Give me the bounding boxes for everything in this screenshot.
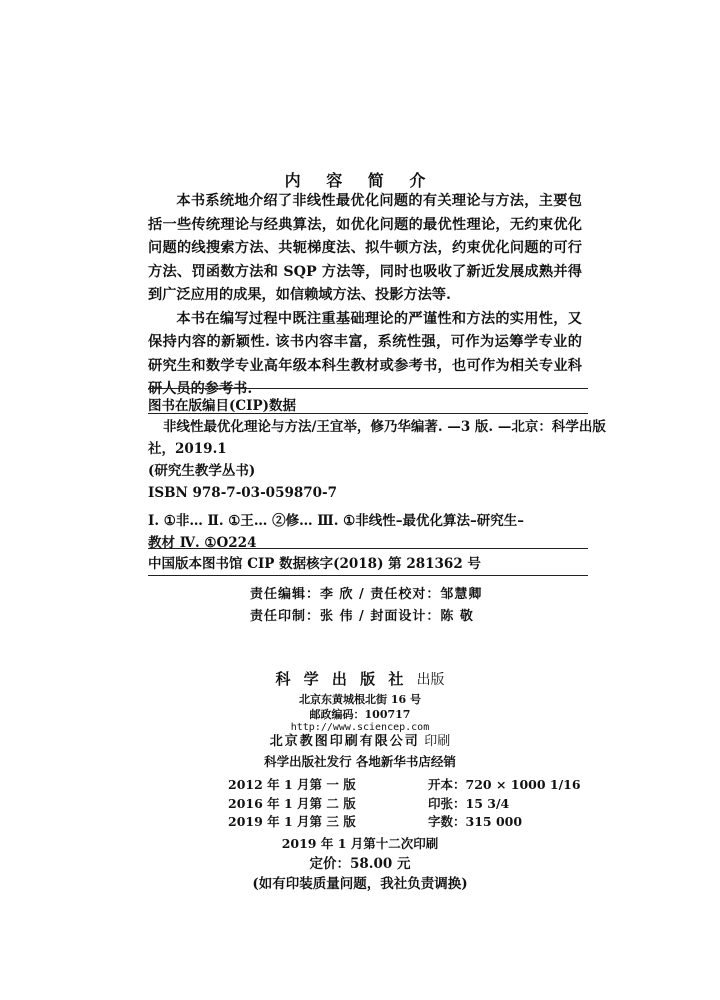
publisher-suffix: 出版 (416, 672, 445, 688)
publisher-postcode: 邮政编码：100717 (309, 708, 411, 721)
cip-block (148, 413, 606, 554)
edition-info: 字数：315 000 (428, 814, 523, 829)
cip-divider (148, 548, 588, 549)
quality-notice: (如有印装质量问题，我社负责调换) (252, 876, 468, 892)
editor-credits (250, 584, 590, 628)
edition-row (228, 795, 581, 814)
publisher-name-line (0, 668, 720, 689)
publisher-url: http://www.sciencep.com (290, 722, 430, 733)
edition-row (228, 813, 581, 832)
cip-isbn: ISBN 978-7-03-059870-7 (148, 485, 338, 501)
printer-block (0, 732, 720, 772)
cip-classification-cont: 教材 Ⅳ. ①O224 (148, 535, 257, 551)
edition-info: 开本：720 × 1000 1/16 (428, 777, 581, 792)
edition-table (228, 776, 581, 832)
printing-line: 2019 年 1 月第十二次印刷 (281, 836, 439, 851)
cip-heading: 图书在版编目(CIP)数据 (148, 388, 588, 414)
editor-line-1: 责任编辑：李 欣 / 责任校对：邹慧卿 (250, 587, 483, 602)
printer-suffix: 印刷 (424, 734, 451, 749)
abstract-paragraph-1: 本书系统地介绍了非线性最优化问题的有关理论与方法，主要包括一些传统理论与经典算法，如优化问题的最优性理论，无约束优化问题的线搜索方法、共轭梯度法、拟牛顿方法，约束优化问题的可行方法、罚函数方法和 SQP 方法等，同时也吸收了新近发展成熟并得到广泛应用的成果，如信赖域方法、投影方法等. (148, 193, 582, 303)
publisher-name: 科 学 出 版 社 (275, 670, 408, 688)
distribution-line: 科学出版社发行 各地新华书店经销 (264, 754, 456, 769)
printer-name: 北京教图印刷有限公司 (269, 734, 420, 749)
publisher-address: 北京东黄城根北街 16 号 (299, 693, 421, 706)
abstract-text (148, 190, 582, 402)
cip-record: 中国版本图书馆 CIP 数据核字(2018) 第 281362 号 (148, 556, 481, 572)
publisher-block (0, 668, 720, 733)
editor-line-2: 责任印制：张 伟 / 封面设计：陈 敬 (250, 609, 474, 624)
cip-classification: Ⅰ. ①非… Ⅱ. ①王… ②修… Ⅲ. ①非线性–最优化算法–研究生– (148, 513, 524, 529)
page-title: 内 容 简 介 (284, 171, 436, 190)
cip-title-line: 非线性最优化理论与方法/王宜举，修乃华编著. —3 版. —北京：科学出版 (163, 419, 606, 435)
abstract-paragraph-2: 本书在编写过程中既注重基础理论的严谨性和方法的实用性，又保持内容的新颖性. 该书内容丰富，系统性强，可作为运筹学专业的研究生和数学专业高年级本科生教材或参考书，也可作为相关专业科研人员的参考书. (148, 310, 582, 397)
edition-info: 印张：15 3/4 (428, 795, 510, 811)
price-line: 定价：58.00 元 (309, 856, 411, 872)
edition-date: 2012 年 1 月第 一 版 (228, 777, 356, 792)
edition-date: 2016 年 1 月第 二 版 (228, 795, 356, 811)
edition-row (228, 776, 581, 795)
cip-series: (研究生教学丛书) (148, 463, 256, 479)
printer-name-line (0, 732, 720, 752)
edition-date: 2019 年 1 月第 三 版 (228, 814, 356, 829)
cip-bottom-divider (148, 575, 588, 576)
cip-title-line-cont: 社，2019.1 (148, 441, 227, 457)
